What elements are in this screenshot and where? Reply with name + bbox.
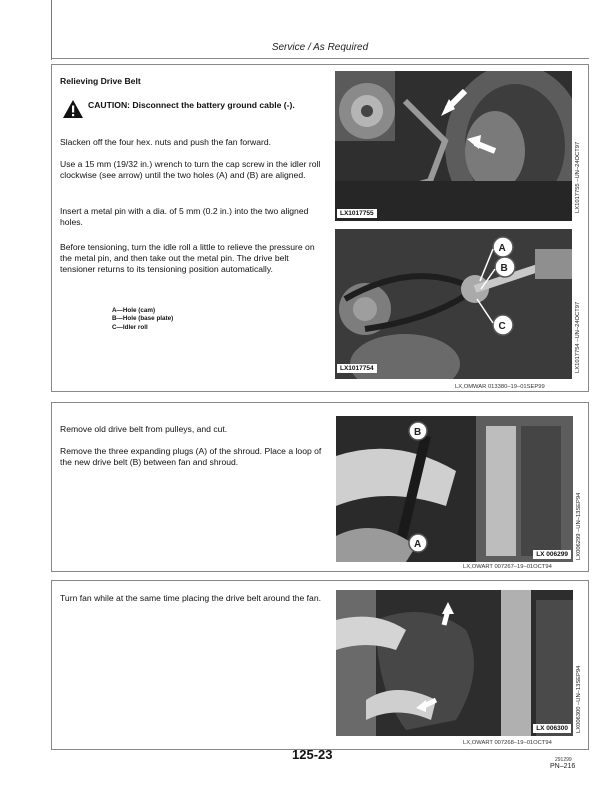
legend-item: B—Hole (base plate) <box>112 315 174 323</box>
callout-a: A <box>414 539 422 550</box>
belt-shroud-photo <box>336 416 573 562</box>
engine-photo-tensioner-illustration <box>335 229 572 379</box>
callout-a: A <box>498 243 506 254</box>
paragraph: Use a 15 mm (19/32 in.) wrench to turn the cap screw in the idler roll clockwise (see arrow) until the two holes (A) and (B) are aligned. <box>60 159 321 181</box>
image-side-code: LX006300 –UN–13SEP94 <box>576 665 582 733</box>
legend-item: A—Hole (cam) <box>112 307 156 314</box>
legend-item: C—Idler roll <box>112 323 148 331</box>
section-title: Relieving Drive Belt <box>60 76 141 86</box>
engine-photo-fan <box>335 71 572 221</box>
caution-text: CAUTION: Disconnect the battery ground cable (-). <box>88 100 295 110</box>
reference-code: LX,OWART 007268–19–01OCT94 <box>463 740 552 746</box>
image-id: LX1017755 <box>337 209 377 218</box>
paragraph: Turn fan while at the same time placing the drive belt around the fan. <box>60 593 321 603</box>
image-side-code: LX1017755 –UN–24OCT97 <box>575 141 581 213</box>
paragraph: Before tensioning, turn the idle roll a little to relieve the pressure on the metal pin, and then take out the metal pin. The drive belt tensioner returns to its tensioning position automatically. <box>60 242 315 275</box>
paragraph: Slacken off the four hex. nuts and push the fan forward. <box>60 137 271 147</box>
footer-pn: PN–216 <box>550 763 576 770</box>
image-id: LX 006299 <box>533 550 571 559</box>
paragraph: Remove the three expanding plugs (A) of the shroud. Place a loop of the new drive belt (B) between fan and shroud. <box>60 446 322 468</box>
footer-date: 291299 <box>555 757 572 763</box>
callout-c: C <box>498 321 506 332</box>
warning-icon <box>62 99 84 119</box>
paragraph: Remove old drive belt from pulleys, and cut. <box>60 424 228 434</box>
image-id: LX1017754 <box>337 364 377 373</box>
header-rule <box>51 58 589 59</box>
reference-code: LX,OWART 007267–19–01OCT94 <box>463 564 552 570</box>
engine-photo-tensioner <box>335 229 572 379</box>
fan-belt-photo <box>336 590 573 736</box>
fan-belt-photo-illustration <box>336 590 573 736</box>
engine-photo-fan-illustration <box>335 71 572 221</box>
reference-code: LX,OMWAR 013380–19–01SEP99 <box>455 384 545 390</box>
callout-b: B <box>414 427 422 438</box>
paragraph: Insert a metal pin with a dia. of 5 mm (0.2 in.) into the two aligned holes. <box>60 206 309 228</box>
image-side-code: LX006299 –UN–13SEP94 <box>576 492 582 560</box>
legend <box>112 307 173 332</box>
page-header: Service / As Required <box>271 42 369 53</box>
image-id: LX 006300 <box>533 724 571 733</box>
belt-shroud-photo-illustration <box>336 416 573 562</box>
image-side-code: LX1017754 –UN–24OCT97 <box>575 301 581 373</box>
callout-b: B <box>500 263 508 274</box>
page-number: 125-23 <box>292 747 333 762</box>
